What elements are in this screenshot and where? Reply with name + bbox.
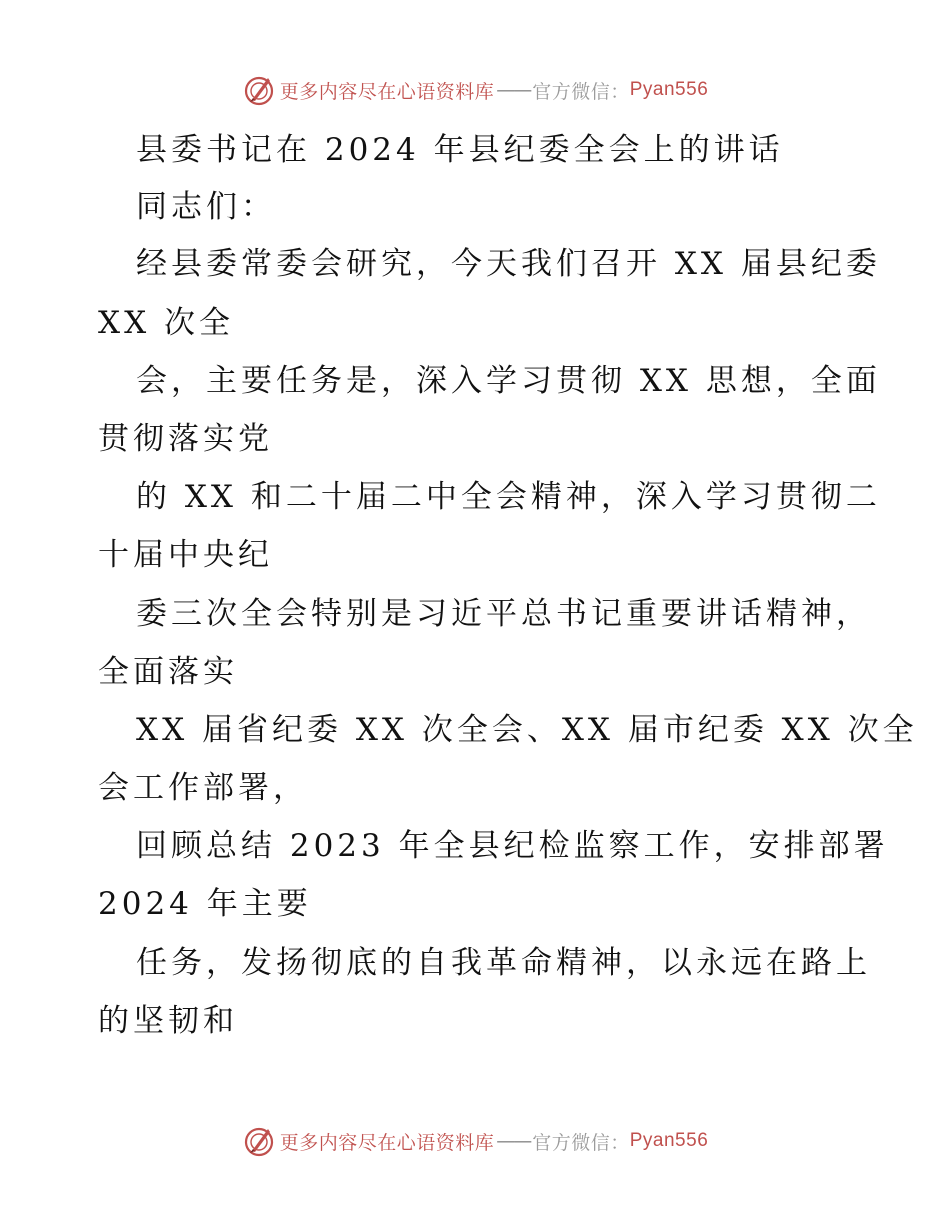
paragraph-line: 2024 年主要 [98, 886, 312, 922]
paragraph-line: 十届中央纪 [98, 537, 273, 573]
paragraph-line: XX 次全 [98, 305, 234, 341]
salutation: 同志们： [136, 189, 276, 225]
paragraph-line: 全面落实 [98, 654, 238, 690]
watermark-label: 官方微信： [532, 1131, 630, 1154]
document-title: 县委书记在 2024 年县纪委全会上的讲话 [136, 132, 784, 168]
paragraph-line: 会，主要任务是，深入学习贯彻 XX 思想，全面 [136, 363, 881, 399]
paragraph-line: 贯彻落实党 [98, 421, 273, 457]
paragraph-line: 任务，发扬彻底的自我革命精神，以永远在路上 [136, 945, 871, 981]
paragraph-line: 委三次全会特别是习近平总书记重要讲话精神， [136, 596, 871, 632]
paragraph-line: 回顾总结 2023 年全县纪检监察工作，安排部署 [136, 828, 889, 864]
watermark-brand: 更多内容尽在心语资料库 [279, 1131, 495, 1154]
header-watermark [0, 70, 950, 110]
watermark-separator: —— [496, 79, 531, 101]
paragraph-line: XX 届省纪委 XX 次全会、XX 届市纪委 XX 次全 [136, 712, 918, 748]
watermark-wechat-id: Pyan556 [629, 1130, 709, 1151]
footer-watermark [0, 1121, 950, 1161]
paragraph-line: 的坚韧和 [98, 1003, 238, 1039]
paragraph-line: 经县委常委会研究，今天我们召开 XX 届县纪委 [136, 246, 881, 282]
paragraph-line: 的 XX 和二十届二中全会精神，深入学习贯彻二 [136, 479, 881, 515]
watermark-brand: 更多内容尽在心语资料库 [279, 80, 495, 103]
watermark-separator: —— [496, 1130, 531, 1152]
quill-pen-logo-icon [242, 1124, 276, 1158]
watermark-label: 官方微信： [532, 80, 630, 103]
watermark-wechat-id: Pyan556 [629, 79, 709, 100]
paragraph-line: 会工作部署， [98, 770, 308, 806]
quill-pen-logo-icon [242, 73, 276, 107]
